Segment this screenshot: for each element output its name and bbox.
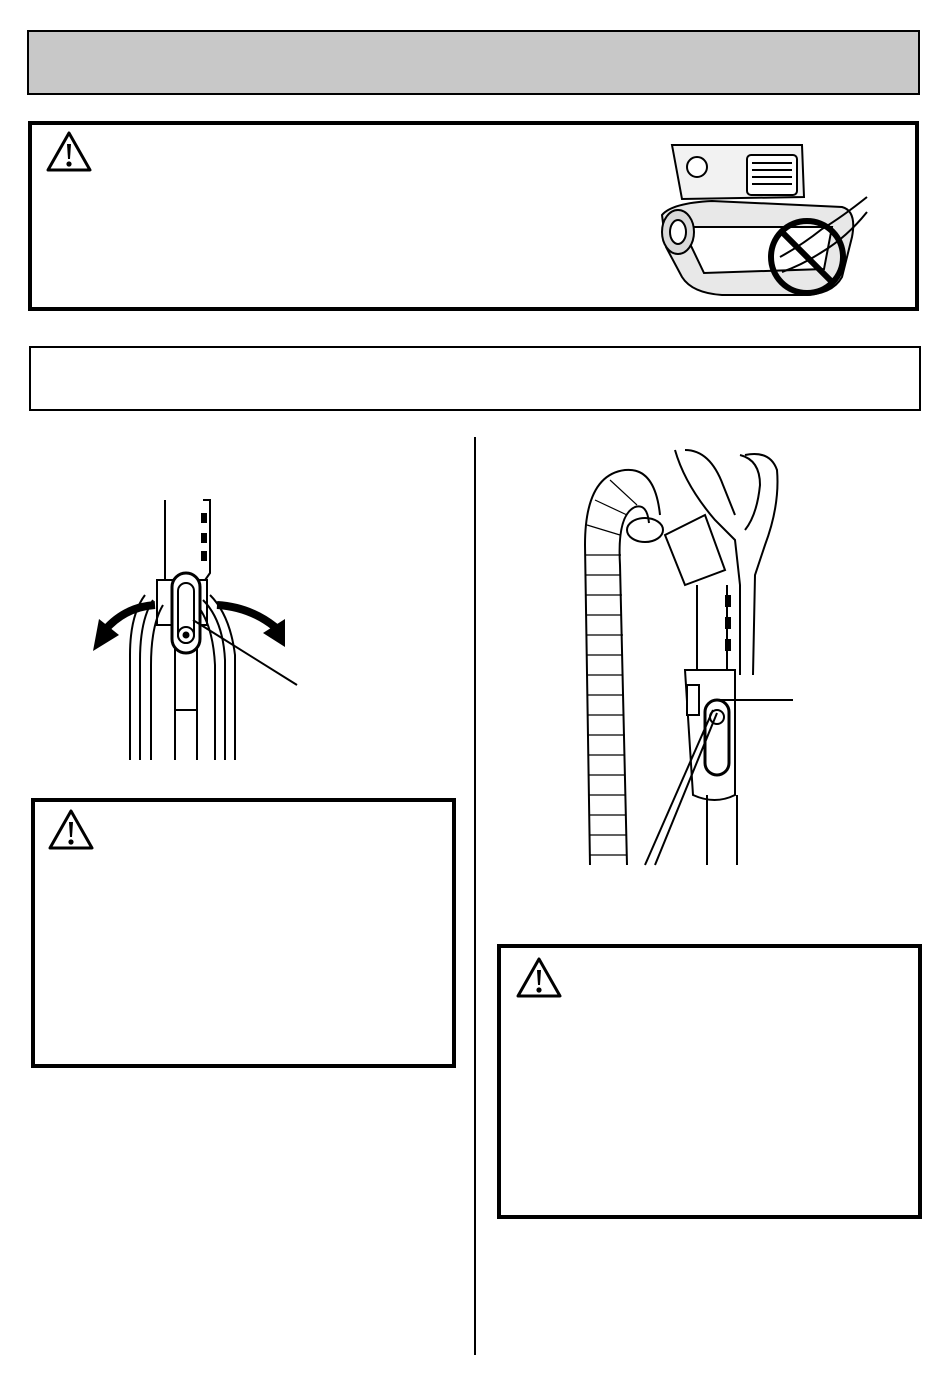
warning-box-left (31, 798, 456, 1068)
warning-triangle-icon (45, 130, 93, 174)
warning-triangle-icon (47, 808, 95, 852)
page-title-bar (27, 30, 920, 95)
warning-box-right (497, 944, 922, 1219)
column-divider (474, 437, 476, 1355)
warning-triangle-icon (515, 956, 563, 1000)
no-hands-near-brushroll-illustration (652, 137, 867, 302)
section-heading-bar (29, 346, 921, 411)
cord-hook-release-illustration (85, 495, 315, 760)
hose-and-handle-illustration (565, 445, 805, 865)
warning-box-top (28, 121, 919, 311)
